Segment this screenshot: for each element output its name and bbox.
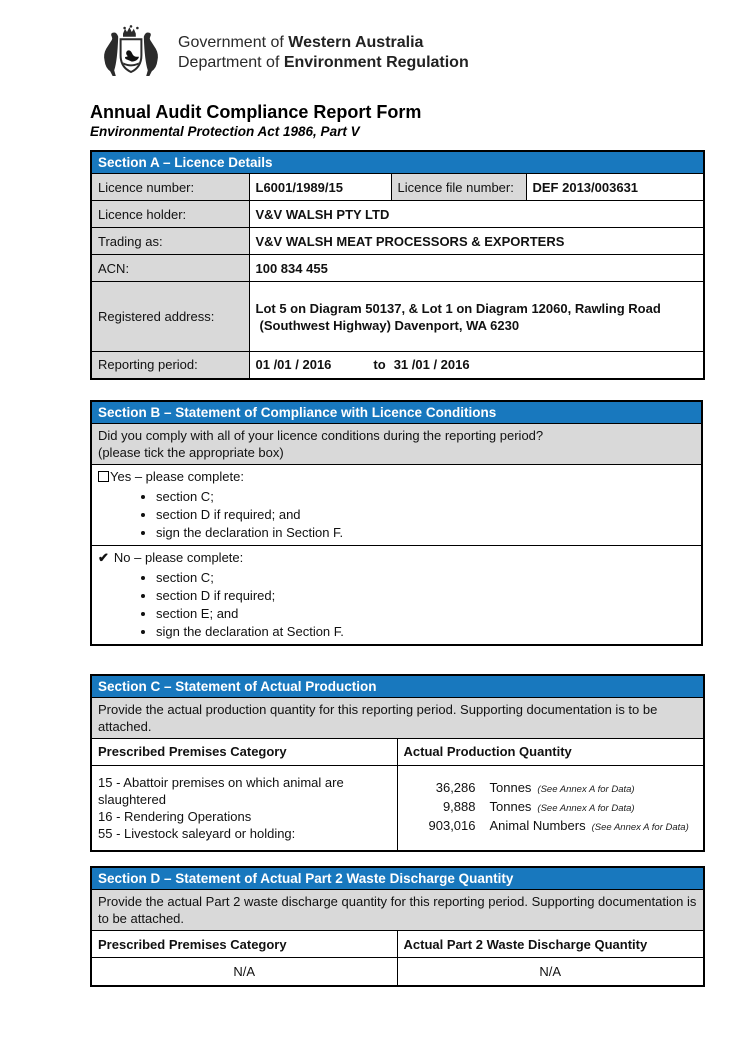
yes-option-items (98, 488, 695, 542)
yes-option-line (98, 468, 695, 486)
reporting-period-to: to (373, 357, 386, 373)
government-crest-text (178, 33, 469, 73)
acn-value: 100 834 455 (249, 255, 704, 282)
section-c-header: Section C – Statement of Actual Production (91, 675, 704, 698)
no-option-items (98, 569, 695, 641)
quantity-note: (See Annex A for Data) (591, 822, 689, 834)
no-option-block (91, 545, 702, 645)
compliance-question-line2: (please tick the appropriate box) (98, 444, 284, 460)
yes-option-label: Yes – please complete: (110, 468, 244, 484)
section-c-instruction: Provide the actual production quantity for this reporting period. Supporting documentation is to be attached. (91, 697, 704, 738)
reporting-period-value (249, 352, 704, 379)
compliance-question (91, 423, 702, 464)
quantity-value: 36,286 (435, 780, 476, 796)
yes-item: • sign the declaration in Section F. (156, 524, 695, 542)
production-categories-cell (91, 765, 397, 851)
no-item: • section E; and (156, 605, 695, 623)
no-checkbox-checked-icon[interactable]: ✔ (98, 549, 109, 565)
document-header (90, 24, 703, 88)
quantity-value: 9,888 (442, 799, 476, 815)
production-quantities-cell (397, 765, 704, 851)
gov-line1-bold: Western Australia (288, 34, 424, 51)
registered-address-value (249, 282, 704, 352)
licence-number-label: Licence number: (91, 174, 249, 201)
no-item: • section C; (156, 569, 695, 587)
waste-category-column-header: Prescribed Premises Category (91, 931, 397, 958)
wa-coat-of-arms-logo (90, 24, 172, 88)
section-d-instruction: Provide the actual Part 2 waste discharge quantity for this reporting period. Supporting documentation is to be attached. (91, 890, 704, 931)
government-line (178, 33, 469, 53)
section-c-table (90, 674, 705, 853)
production-quantity-column-header: Actual Production Quantity (397, 738, 704, 765)
production-category: 16 - Rendering Operations (98, 808, 252, 824)
section-b-header: Section B – Statement of Compliance with Licence Conditions (91, 401, 702, 424)
licence-file-number-label: Licence file number: (391, 174, 526, 201)
licence-number-value: L6001/1989/15 (249, 174, 391, 201)
registered-address-line1: Lot 5 on Diagram 50137, & Lot 1 on Diagram 12060, Rawling Road (255, 300, 661, 316)
licence-holder-value: V&V WALSH PTY LTD (249, 201, 704, 228)
production-quantity-row (404, 817, 698, 836)
quantity-value: 903,016 (428, 818, 476, 834)
yes-option-block (91, 464, 702, 545)
section-d-table (90, 866, 705, 987)
yes-checkbox-unchecked-icon[interactable] (98, 471, 109, 482)
yes-item: • section D if required; and (156, 506, 695, 524)
no-item: • sign the declaration at Section F. (156, 623, 695, 641)
no-item: • section D if required; (156, 587, 695, 605)
section-d-header: Section D – Statement of Actual Part 2 Waste Discharge Quantity (91, 867, 704, 890)
licence-holder-label: Licence holder: (91, 201, 249, 228)
production-quantity-row (404, 798, 698, 817)
production-category-column-header: Prescribed Premises Category (91, 738, 397, 765)
gov-line2-bold: Environment Regulation (283, 54, 469, 71)
no-option-label: No – please complete: (113, 549, 244, 565)
trading-as-label: Trading as: (91, 228, 249, 255)
production-category: 15 - Abattoir premises on which animal are slaughtered (98, 774, 344, 807)
quantity-note: (See Annex A for Data) (537, 803, 635, 815)
section-a-table (90, 150, 705, 380)
section-a-header: Section A – Licence Details (91, 151, 704, 174)
page-title: Annual Audit Compliance Report Form (90, 102, 422, 122)
waste-category-value: N/A (91, 958, 397, 986)
quantity-unit: Animal Numbers (489, 818, 586, 834)
gov-line2-prefix: Department of (178, 54, 284, 71)
waste-quantity-value: N/A (397, 958, 704, 986)
department-line (178, 53, 469, 73)
registered-address-line2: (Southwest Highway) Davenport, WA 6230 (259, 317, 520, 333)
quantity-unit: Tonnes (489, 799, 532, 815)
acn-label: ACN: (91, 255, 249, 282)
reporting-period-label: Reporting period: (91, 352, 249, 379)
reporting-period-start: 01 /01 / 2016 (255, 357, 332, 373)
no-option-line (98, 549, 695, 567)
gov-line1-prefix: Government of (178, 34, 289, 51)
yes-item: • section C; (156, 488, 695, 506)
quantity-unit: Tonnes (489, 780, 532, 796)
waste-quantity-column-header: Actual Part 2 Waste Discharge Quantity (397, 931, 704, 958)
section-b-table (90, 400, 703, 646)
production-category: 55 - Livestock saleyard or holding: (98, 825, 296, 841)
trading-as-value: V&V WALSH MEAT PROCESSORS & EXPORTERS (249, 228, 704, 255)
licence-file-number-value: DEF 2013/003631 (526, 174, 704, 201)
production-quantity-row (404, 779, 698, 798)
reporting-period-end: 31 /01 / 2016 (393, 357, 470, 373)
registered-address-label: Registered address: (91, 282, 249, 352)
compliance-question-line1: Did you comply with all of your licence conditions during the reporting period? (98, 427, 544, 443)
quantity-note: (See Annex A for Data) (537, 784, 635, 796)
page-subtitle: Environmental Protection Act 1986, Part V (90, 124, 360, 139)
